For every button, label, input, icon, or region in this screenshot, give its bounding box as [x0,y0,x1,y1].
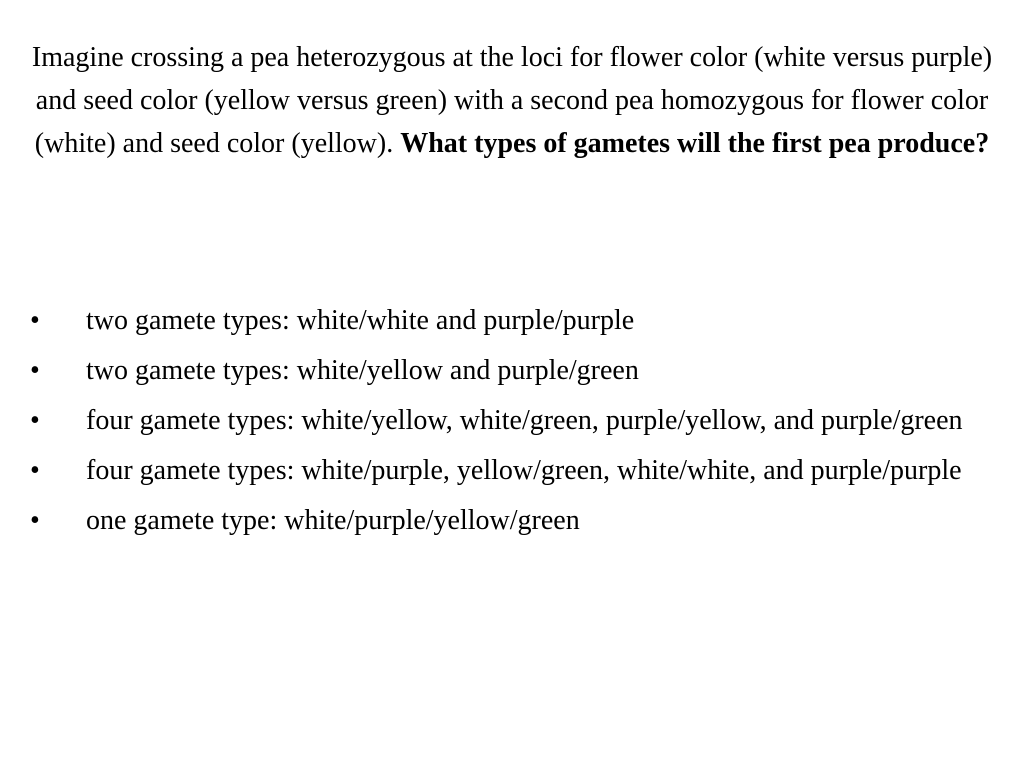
bullet-icon: • [30,305,40,336]
bullet-icon: • [30,405,40,436]
question-emphasis: What types of gametes will the first pea produce? [400,128,990,159]
answer-option-1 [30,300,970,342]
answer-option-5 [30,500,970,542]
answer-option-3 [30,400,970,442]
answer-option-4 [30,450,970,492]
answer-option-text: four gamete types: white/yellow, white/green, purple/yellow, and purple/green [86,405,963,436]
bullet-icon: • [30,355,40,386]
answer-option-text: four gamete types: white/purple, yellow/green, white/white, and purple/purple [86,455,962,486]
question-body: Imagine crossing a pea heterozygous at the loci for flower color (white versus purple) and seed color (yellow versus green) with a second pea homozygous for flower color (white) and seed color (yellow). [31,42,993,159]
answer-option-text: two gamete types: white/yellow and purple/green [86,355,639,386]
question-text [30,36,994,165]
answer-option-text: one gamete type: white/purple/yellow/green [86,505,580,536]
answer-option-text: two gamete types: white/white and purple/purple [86,305,635,336]
answer-options-list [30,300,970,550]
bullet-icon: • [30,505,40,536]
bullet-icon: • [30,455,40,486]
answer-option-2 [30,350,970,392]
